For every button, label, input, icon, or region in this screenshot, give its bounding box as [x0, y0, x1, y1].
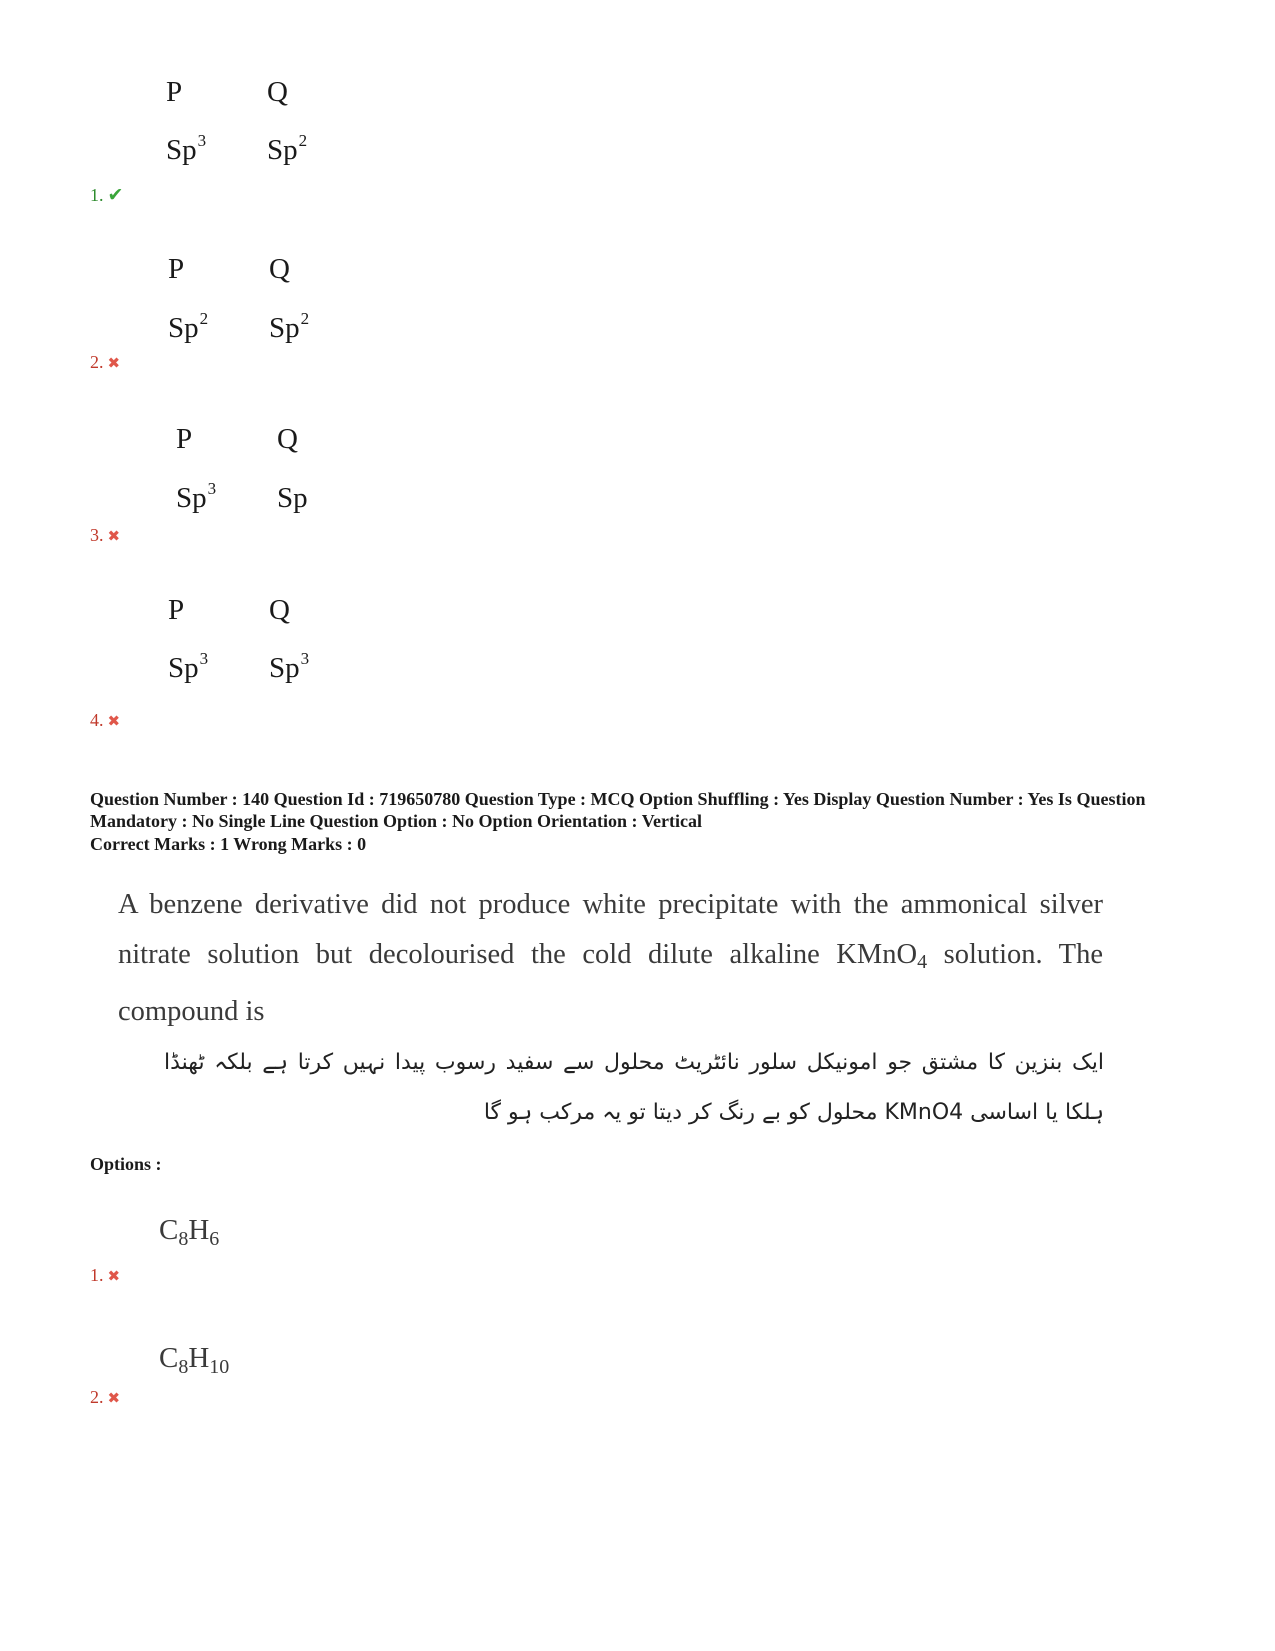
cross-icon: ✖ [107, 356, 121, 372]
option-1-number: 1. ✔ [90, 185, 124, 206]
option-2-q-value: Sp$^2$ [269, 309, 310, 344]
cross-icon: ✖ [107, 1391, 121, 1407]
option-4-q-label: Q [269, 594, 290, 626]
option-2-p-value: Sp$^2$ [168, 309, 209, 344]
options-label: Options : [90, 1154, 162, 1174]
option-1-p-value: Sp$^3$ [166, 131, 207, 166]
answer-option-1-number: 1. ✖ [90, 1265, 121, 1285]
cross-icon: ✖ [107, 1269, 121, 1285]
marks-info: Correct Marks : 1 Wrong Marks : 0 [90, 834, 367, 854]
question-text-urdu: ایک بنزین کا مشتق جو امونیکل سلور نائٹریٹ محلول سے سفید رسوب پیدا نہیں کرتا ہے بلکہ ٹھنڈا ہلکا یا اساسی KMnO4 محلول کو بے رنگ کر دیتا تو یہ مرکب ہو گا [164, 1050, 1104, 1125]
option-3-p-value: Sp$^3$ [176, 479, 217, 514]
option-1-q-value: Sp$^2$ [267, 131, 308, 166]
cross-icon: ✖ [107, 529, 121, 545]
answer-option-2-number: 2. ✖ [90, 1387, 121, 1407]
question-text-english: A benzene derivative did not produce white precipitate with the ammonical silver nitrate solution but decolourised the cold dilute alkaline KMnO$_4$ solution. The compound is [118, 889, 1103, 1027]
check-icon: ✔ [107, 185, 124, 206]
option-2-p-label: P [168, 253, 185, 285]
option-3-p-label: P [176, 423, 193, 455]
option-2-number: 2. ✖ [90, 352, 121, 372]
option-2-formula: $C_8H_{10}$ [159, 1342, 230, 1378]
option-4-p-value: Sp$^3$ [168, 649, 209, 684]
option-4-q-value: Sp$^3$ [269, 649, 310, 684]
option-1-q-label: Q [267, 76, 288, 108]
option-4-number: 4. ✖ [90, 710, 121, 730]
option-3-q-label: Q [277, 423, 298, 455]
question-meta: Question Number : 140 Question Id : 719650780 Question Type : MCQ Option Shuffling : Yes Display Question Number : Yes Is Question Mandatory : No Single Line Question Option : No Option Orientation : Vertical [90, 789, 1146, 831]
option-4-p-label: P [168, 594, 185, 626]
option-1-formula: $C_8H_6$ [159, 1214, 220, 1250]
option-3-q-value: Sp [277, 482, 308, 514]
option-2-q-label: Q [269, 253, 290, 285]
option-3-number: 3. ✖ [90, 525, 121, 545]
option-1-p-label: P [166, 76, 183, 108]
cross-icon: ✖ [107, 714, 121, 730]
